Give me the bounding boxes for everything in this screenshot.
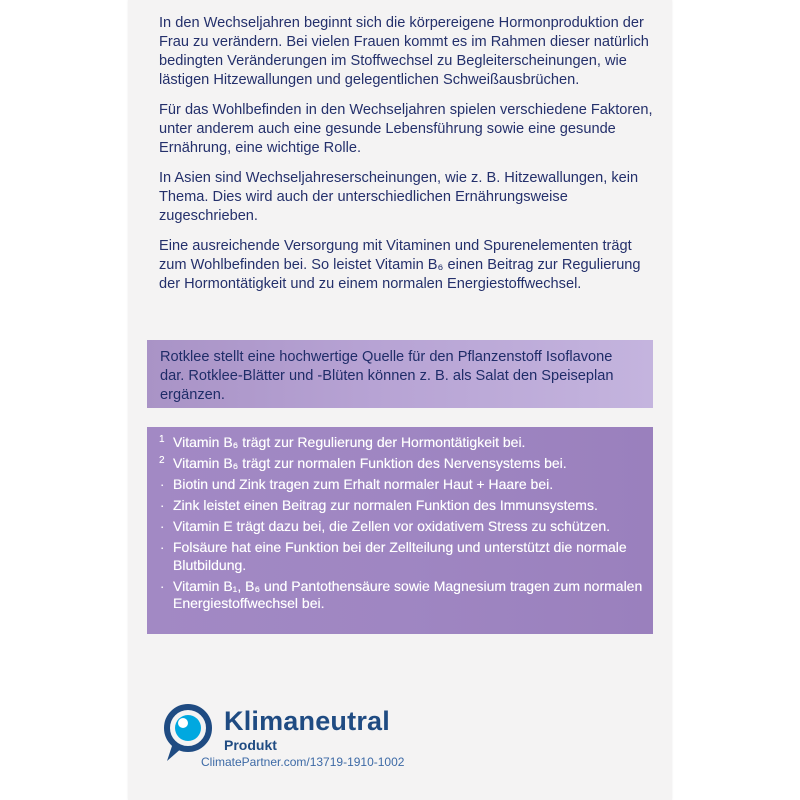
benefit-text: Vitamin B₆ trägt zur normalen Funktion des Nervensystems bei.: [173, 455, 567, 471]
bullet-marker: ·: [160, 498, 165, 513]
benefit-text: Zink leistet einen Beitrag zur normalen Funktion des Immunsystems.: [173, 497, 598, 513]
climate-neutral-badge: [161, 703, 581, 773]
bullet-marker: ·: [160, 519, 165, 534]
intro-paragraph-4: Eine ausreichende Versorgung mit Vitaminen und Spurenelementen trägt zum Wohlbefinden bei. So leistet Vitamin B₆ einen Beitrag zur Regulierung der Hormontätigkeit und zu einem normalen Energiestoffwechsel.: [159, 238, 641, 292]
intro-paragraph-2: Für das Wohlbefinden in den Wechseljahren spielen verschiedene Faktoren, unter anderem auch eine gesunde Lebensführung sowie eine gesunde Ernährung, eine wichtige Rolle.: [159, 102, 653, 156]
red-clover-highlight-box: [147, 340, 653, 408]
intro-text: [159, 14, 654, 305]
footnote-marker: 1: [159, 434, 165, 445]
bullet-marker: ·: [160, 540, 165, 555]
climate-partner-link[interactable]: ClimatePartner.com/13719-1910-1002: [201, 755, 405, 769]
benefit-item: [159, 497, 643, 515]
benefits-box: [147, 427, 653, 634]
benefit-item: [159, 518, 643, 536]
benefit-text: Biotin und Zink tragen zum Erhalt normaler Haut + Haare bei.: [173, 476, 554, 492]
benefit-text: Folsäure hat eine Funktion bei der Zellteilung und unterstützt die normale Blutbildung.: [173, 539, 627, 573]
intro-paragraph-1: In den Wechseljahren beginnt sich die körpereigene Hormonproduktion der Frau zu verändern. Bei vielen Frauen kommt es im Rahmen dieser natürlich bedingten Veränderungen im Stoffwechsel zu Begleiterscheinungen, wie lästigen Hitzewallungen und gelegentlichen Schweißausbrüchen.: [159, 15, 649, 88]
brand-subtitle: Produkt: [224, 737, 277, 753]
benefit-text: Vitamin E trägt dazu bei, die Zellen vor oxidativem Stress zu schützen.: [173, 518, 611, 534]
benefits-list: [147, 427, 653, 613]
bullet-marker: ·: [160, 578, 165, 594]
highlight-text: Rotklee stellt eine hochwertige Quelle für den Pflanzenstoff Isoflavone dar. Rotklee-Blätter und -Blüten können z. B. als Salat den Speiseplan ergänzen.: [160, 349, 614, 403]
benefit-item: [159, 476, 643, 494]
benefit-item: [159, 539, 643, 574]
brand-title: Klimaneutral: [224, 706, 390, 736]
footnote-marker: 2: [159, 455, 165, 466]
benefit-item: [159, 434, 643, 452]
benefit-item: [159, 578, 643, 613]
benefit-text: Vitamin B₆ trägt zur Regulierung der Hormontätigkeit bei.: [173, 434, 526, 450]
benefit-text: Vitamin B₁, B₆ und Pantothensäure sowie Magnesium tragen zum normalen Energiestoffwechsel bei.: [173, 577, 643, 611]
benefit-item: [159, 455, 643, 473]
bullet-marker: ·: [160, 477, 165, 492]
intro-paragraph-3: In Asien sind Wechseljahreserscheinungen, wie z. B. Hitzewallungen, kein Thema. Dies wird auch der unterschiedlichen Ernährungsweise zugeschrieben.: [159, 170, 639, 224]
